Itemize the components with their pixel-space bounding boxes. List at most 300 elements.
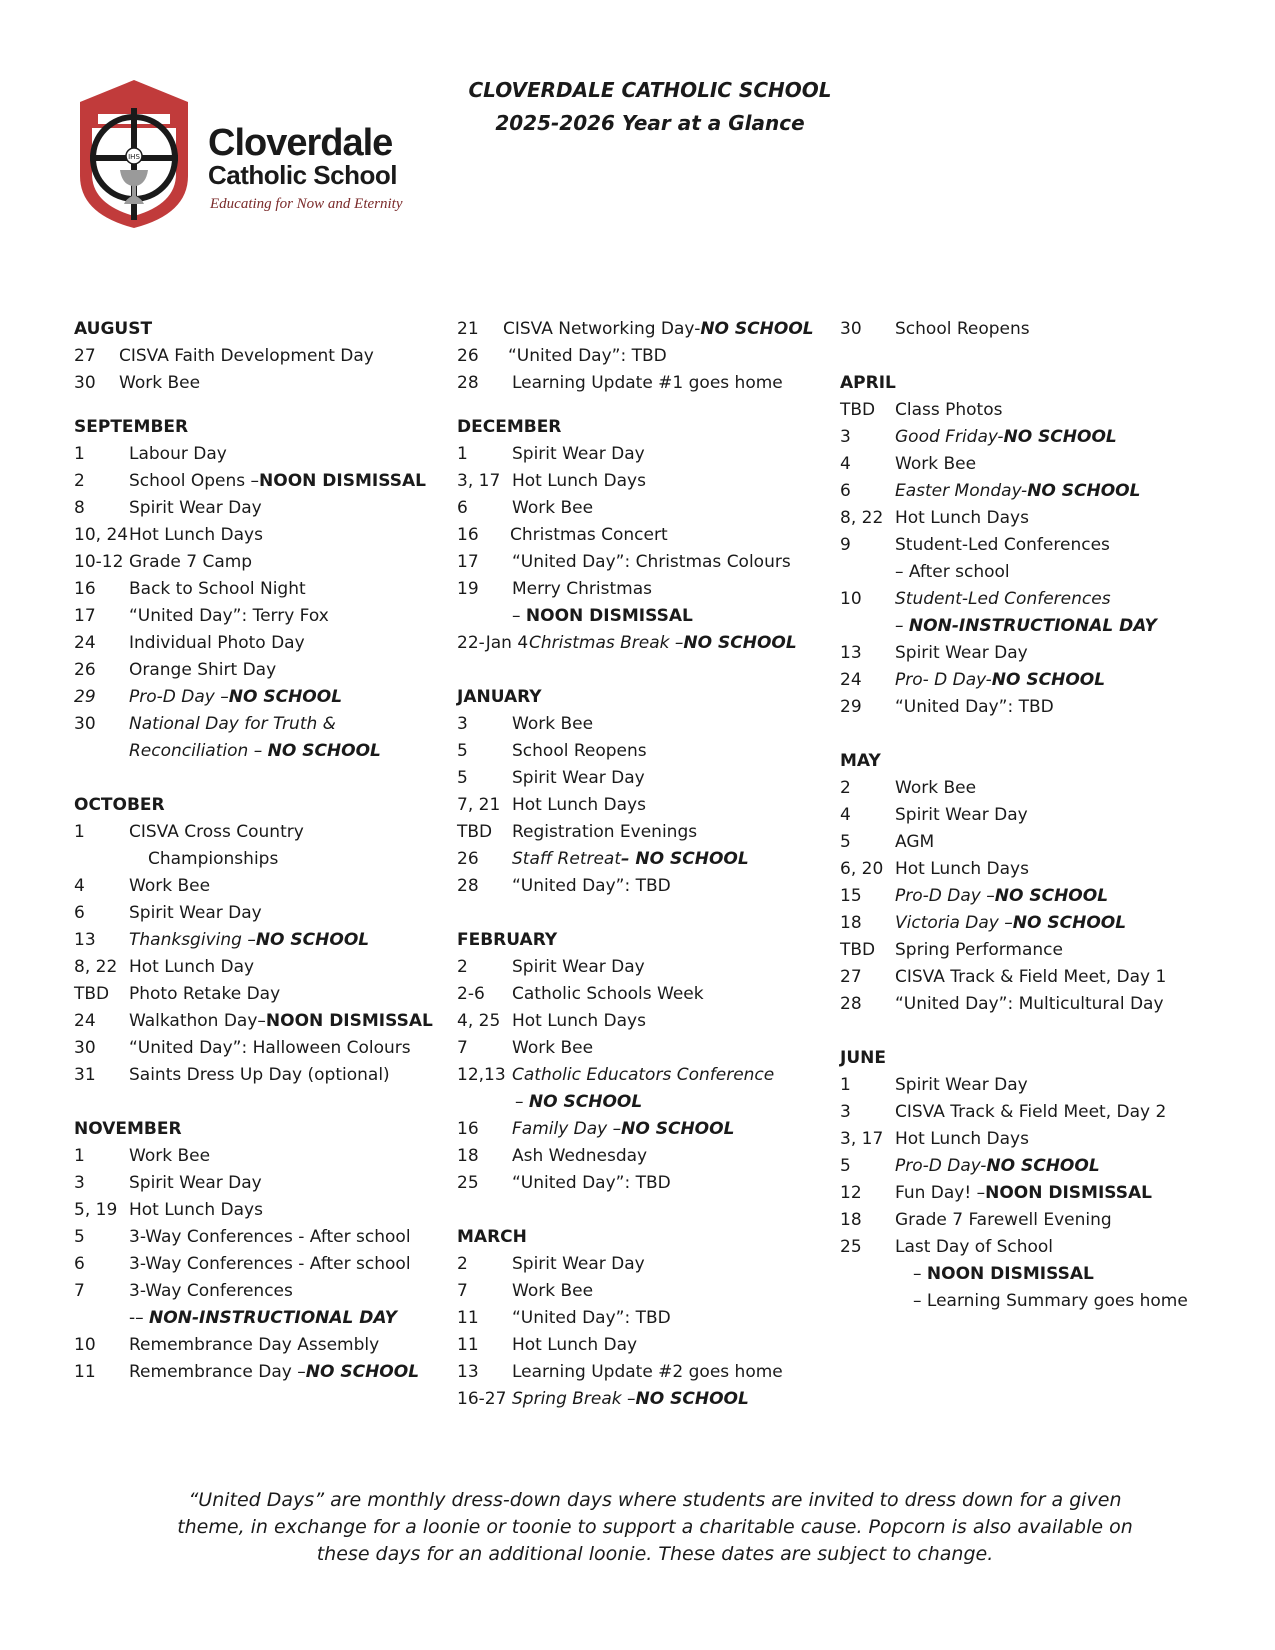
event-text: Back to School Night (129, 579, 306, 599)
event-text: Hot Lunch Days (129, 525, 263, 545)
event-date: 21 (457, 319, 479, 339)
event-flag: NOON DISMISSAL (265, 1011, 433, 1031)
event-date: 31 (74, 1065, 96, 1085)
event-text: Hot Lunch Days (512, 471, 646, 491)
event-date: 30 (74, 1038, 96, 1058)
event-continuation (840, 559, 1260, 586)
event-text: “United Day”: Christmas Colours (512, 552, 791, 572)
event-text: Hot Lunch Days (895, 508, 1029, 528)
event-text: Last Day of School (895, 1237, 1054, 1257)
event-flag: NO SCHOOL (228, 687, 343, 707)
event-date: 17 (74, 606, 96, 626)
event-row (457, 1008, 817, 1035)
event-continuation (74, 1305, 434, 1332)
event-text: – (515, 1092, 529, 1112)
event-text: Victoria Day – (895, 913, 1013, 933)
event-text: Hot Lunch Days (129, 1200, 263, 1220)
event-text: Pro-D Day- (895, 1156, 987, 1176)
event-date: 1 (74, 1146, 85, 1166)
month-heading-december: DECEMBER (457, 417, 562, 437)
event-date: 18 (457, 1146, 479, 1166)
event-text: Pro-D Day – (895, 886, 995, 906)
event-text: Grade 7 Farewell Evening (895, 1210, 1112, 1230)
event-date: 5 (457, 768, 468, 788)
event-text: Reconciliation – (129, 741, 268, 761)
event-row (457, 1278, 817, 1305)
column-1 (74, 316, 434, 1386)
event-text: Remembrance Day – (129, 1362, 306, 1382)
event-row (74, 522, 434, 549)
event-row (457, 1170, 817, 1197)
event-flag: NOON DISMISSAL (926, 1264, 1094, 1284)
event-row (74, 495, 434, 522)
event-date: 15 (840, 886, 862, 906)
event-continuation (74, 846, 434, 873)
event-date: 18 (840, 1210, 862, 1230)
event-row (840, 397, 1260, 424)
event-date: 10 (74, 1335, 96, 1355)
event-text: – (512, 606, 526, 626)
event-date: 13 (457, 1362, 479, 1382)
event-date: 27 (74, 346, 96, 366)
event-row (457, 1332, 817, 1359)
event-text: “United Day”: TBD (508, 346, 667, 366)
event-date: 11 (457, 1308, 479, 1328)
event-row (840, 1207, 1260, 1234)
month-heading-february: FEBRUARY (457, 930, 558, 950)
event-date: 26 (457, 346, 479, 366)
event-row (457, 468, 817, 495)
event-date: 1 (457, 444, 468, 464)
event-text: Photo Retake Day (129, 984, 281, 1004)
event-row (74, 1062, 434, 1089)
event-row (840, 1126, 1260, 1153)
emblem-text: IHS (128, 153, 140, 161)
event-flag: NOON DISMISSAL (985, 1183, 1153, 1203)
event-row (457, 1062, 817, 1089)
event-date: 30 (74, 373, 96, 393)
event-row (74, 1251, 434, 1278)
event-row (457, 576, 817, 603)
event-text: Work Bee (512, 714, 594, 734)
event-row (74, 370, 434, 397)
event-row (840, 883, 1260, 910)
event-text: CISVA Track & Field Meet, Day 1 (895, 967, 1167, 987)
event-row (840, 667, 1260, 694)
event-text: CISVA Faith Development Day (119, 346, 374, 366)
logo-name-line1: Cloverdale (208, 122, 393, 164)
event-row (74, 711, 434, 738)
event-date: 17 (457, 552, 479, 572)
event-text: “United Day”: TBD (895, 697, 1054, 717)
event-text: School Reopens (512, 741, 647, 761)
event-date: 28 (457, 876, 479, 896)
event-date: TBD (74, 984, 110, 1004)
event-text: “United Day”: TBD (512, 876, 671, 896)
event-row (457, 819, 817, 846)
event-date: 3 (840, 427, 851, 447)
event-date: 2 (74, 471, 85, 491)
event-row (840, 775, 1260, 802)
event-row (840, 910, 1260, 937)
event-row (840, 424, 1260, 451)
event-text: Spirit Wear Day (129, 903, 262, 923)
event-date: 6 (457, 498, 468, 518)
event-flag: NON-INSTRUCTIONAL DAY (908, 616, 1157, 636)
event-text: 3-Way Conferences - After school (129, 1254, 411, 1274)
event-date: 2-6 (457, 984, 485, 1004)
event-text: Grade 7 Camp (129, 552, 253, 572)
event-text: Christmas Concert (510, 525, 668, 545)
event-date: 16 (457, 525, 479, 545)
event-text: School Opens – (129, 471, 260, 491)
event-text: “United Day”: Terry Fox (129, 606, 329, 626)
event-row (74, 343, 434, 370)
event-text: Good Friday- (895, 427, 1004, 447)
event-row (457, 1143, 817, 1170)
event-date: 28 (840, 994, 862, 1014)
event-text: Work Bee (129, 876, 211, 896)
event-date: 2 (457, 1254, 468, 1274)
event-continuation (840, 613, 1260, 640)
event-row (840, 640, 1260, 667)
event-row (840, 478, 1260, 505)
event-row (74, 684, 434, 711)
event-row (457, 792, 817, 819)
event-continuation (840, 1261, 1260, 1288)
event-row (457, 343, 817, 370)
event-date: 8, 22 (840, 508, 884, 528)
event-date: 28 (457, 373, 479, 393)
event-flag: NO SCHOOL (991, 670, 1106, 690)
event-date: 7 (457, 1038, 468, 1058)
event-flag: NO SCHOOL (635, 1389, 749, 1409)
event-text: Spirit Wear Day (129, 1173, 262, 1193)
event-text: Work Bee (895, 778, 977, 798)
column-2 (457, 316, 817, 1413)
event-text: Championships (148, 849, 279, 869)
event-row (74, 1035, 434, 1062)
event-date: 24 (74, 633, 96, 653)
event-text: Spring Break – (512, 1389, 636, 1409)
event-date: 10 (840, 589, 862, 609)
event-text: 3-Way Conferences (129, 1281, 293, 1301)
event-row (74, 873, 434, 900)
event-row (74, 603, 434, 630)
event-text: – Learning Summary goes home (913, 1291, 1188, 1311)
event-row (457, 441, 817, 468)
event-flag: NON-INSTRUCTIONAL DAY (149, 1308, 397, 1328)
event-date: 19 (457, 579, 479, 599)
event-row (457, 1251, 817, 1278)
event-date: 2 (840, 778, 851, 798)
event-text: Student-Led Conferences (895, 589, 1111, 609)
school-logo (78, 78, 408, 238)
event-date: 8, 22 (74, 957, 118, 977)
event-text: Spirit Wear Day (895, 1075, 1028, 1095)
event-text: 3-Way Conferences - After school (129, 1227, 411, 1247)
event-row (457, 630, 817, 657)
event-flag: NO SCHOOL (986, 1156, 1100, 1176)
event-text: Hot Lunch Days (895, 1129, 1029, 1149)
event-date: 22-Jan 4 (457, 633, 529, 653)
event-row (74, 576, 434, 603)
event-row (74, 954, 434, 981)
event-date: 5, 19 (74, 1200, 118, 1220)
event-row (840, 964, 1260, 991)
event-text: – (895, 616, 909, 636)
event-flag: NO SCHOOL (1003, 427, 1117, 447)
logo-tagline: Educating for Now and Eternity (210, 196, 403, 212)
event-row (457, 1305, 817, 1332)
event-row (457, 549, 817, 576)
column-3 (840, 316, 1260, 1315)
event-date: 11 (457, 1335, 479, 1355)
event-text: School Reopens (895, 319, 1030, 339)
event-row (457, 316, 817, 343)
event-flag: NOON DISMISSAL (525, 606, 693, 626)
event-text: Learning Update #1 goes home (512, 373, 783, 393)
event-text: Spirit Wear Day (512, 444, 645, 464)
event-row (74, 1224, 434, 1251)
event-row (457, 522, 817, 549)
event-date: TBD (840, 940, 876, 960)
event-text: Registration Evenings (512, 822, 698, 842)
event-text: Staff Retreat (512, 849, 622, 869)
event-date: 5 (840, 832, 851, 852)
event-text: Work Bee (119, 373, 201, 393)
event-row (74, 819, 434, 846)
event-date: 13 (74, 930, 96, 950)
event-text: – After school (895, 562, 1010, 582)
event-text: Spring Performance (895, 940, 1063, 960)
event-text: National Day for Truth & (129, 714, 336, 734)
event-date: 1 (74, 444, 85, 464)
event-date: 1 (74, 822, 85, 842)
event-date: 30 (74, 714, 96, 734)
event-row (840, 451, 1260, 478)
event-row (840, 1180, 1260, 1207)
event-text: Fun Day! – (895, 1183, 986, 1203)
event-text: Work Bee (895, 454, 977, 474)
event-text: Work Bee (512, 1281, 594, 1301)
event-text: Work Bee (512, 498, 594, 518)
event-row (457, 981, 817, 1008)
event-date: 24 (74, 1011, 96, 1031)
event-flag: NO SCHOOL (305, 1362, 420, 1382)
event-text: CISVA Networking Day- (503, 319, 701, 339)
event-date: 8 (74, 498, 85, 518)
event-continuation (840, 1288, 1260, 1315)
event-row (74, 1008, 434, 1035)
event-flag: NO SCHOOL (255, 930, 370, 950)
event-date: 6 (74, 1254, 85, 1274)
month-heading-september: SEPTEMBER (74, 417, 189, 437)
event-date: 4 (840, 805, 851, 825)
event-flag: NO SCHOOL (1012, 913, 1127, 933)
event-date: 5 (457, 741, 468, 761)
event-date: 5 (74, 1227, 85, 1247)
event-row (840, 694, 1260, 721)
event-flag: NO SCHOOL (267, 741, 381, 761)
event-text: Labour Day (129, 444, 227, 464)
event-text: Spirit Wear Day (512, 957, 645, 977)
event-date: 12,13 (457, 1065, 506, 1085)
event-date: 25 (457, 1173, 479, 1193)
event-date: 9 (840, 535, 851, 555)
school-crest-icon (78, 78, 190, 230)
event-date: 26 (74, 660, 96, 680)
event-flag: NOON DISMISSAL (259, 471, 426, 491)
event-text: Learning Update #2 goes home (512, 1362, 783, 1382)
event-text: Class Photos (895, 400, 1003, 420)
event-row (74, 1170, 434, 1197)
event-text: “United Day”: TBD (512, 1308, 671, 1328)
event-row (457, 738, 817, 765)
event-row (457, 1359, 817, 1386)
event-date: 2 (457, 957, 468, 977)
event-text: “United Day”: Multicultural Day (895, 994, 1164, 1014)
event-text: CISVA Cross Country (129, 822, 304, 842)
event-row (457, 1386, 817, 1413)
event-date: 6 (74, 903, 85, 923)
event-row (840, 1153, 1260, 1180)
month-heading-october: OCTOBER (74, 795, 165, 815)
event-date: 7 (457, 1281, 468, 1301)
event-date: 16 (74, 579, 96, 599)
event-text: AGM (895, 832, 935, 852)
month-heading-november: NOVEMBER (74, 1119, 182, 1139)
event-flag: NO SCHOOL (683, 633, 797, 653)
event-date: 11 (74, 1362, 96, 1382)
event-row (457, 495, 817, 522)
event-row (840, 991, 1260, 1018)
logo-name-line2: Catholic School (208, 160, 397, 190)
event-date: 25 (840, 1237, 862, 1257)
event-continuation (74, 738, 434, 765)
event-text: Pro-D Day – (129, 687, 229, 707)
event-date: TBD (457, 822, 493, 842)
event-text: Spirit Wear Day (895, 805, 1028, 825)
event-text: Orange Shirt Day (129, 660, 277, 680)
event-date: 12 (840, 1183, 862, 1203)
event-text: Hot Lunch Day (129, 957, 255, 977)
event-text: Hot Lunch Days (512, 795, 646, 815)
event-row (74, 1143, 434, 1170)
month-heading-may: MAY (840, 751, 881, 771)
event-flag: NO SCHOOL (994, 886, 1109, 906)
event-text: Student-Led Conferences (895, 535, 1110, 555)
event-text: Ash Wednesday (512, 1146, 648, 1166)
event-row (457, 954, 817, 981)
event-date: 4 (74, 876, 85, 896)
event-row (74, 657, 434, 684)
event-row (74, 981, 434, 1008)
event-text: Catholic Educators Conference (512, 1065, 775, 1085)
event-flag: NO SCHOOL (1027, 481, 1141, 501)
event-row (840, 856, 1260, 883)
month-heading-june: JUNE (840, 1048, 886, 1068)
event-text: Hot Lunch Days (512, 1011, 646, 1031)
event-row (840, 532, 1260, 559)
event-date: 6 (840, 481, 851, 501)
event-date: 18 (840, 913, 862, 933)
event-row (457, 873, 817, 900)
event-text: Pro- D Day- (895, 670, 992, 690)
event-text: Individual Photo Day (129, 633, 305, 653)
event-row (74, 927, 434, 954)
event-row (74, 1332, 434, 1359)
event-date: 7, 21 (457, 795, 501, 815)
event-flag: NO SCHOOL (700, 319, 814, 339)
event-row (457, 711, 817, 738)
event-row (457, 370, 817, 397)
event-text: CISVA Track & Field Meet, Day 2 (895, 1102, 1167, 1122)
event-date: 3 (457, 714, 468, 734)
event-text: Work Bee (129, 1146, 211, 1166)
event-text: Catholic Schools Week (512, 984, 704, 1004)
event-text: “United Day”: TBD (512, 1173, 671, 1193)
title-line-2: 2025-2026 Year at a Glance (495, 111, 805, 135)
event-date: 3, 17 (457, 471, 501, 491)
month-heading-august: AUGUST (74, 319, 153, 339)
event-date: 10-12 (74, 552, 124, 572)
event-text: Walkathon Day– (129, 1011, 266, 1031)
event-date: 7 (74, 1281, 85, 1301)
event-row (840, 316, 1260, 343)
event-row (840, 937, 1260, 964)
event-flag: – NO SCHOOL (621, 849, 749, 869)
event-row (840, 1234, 1260, 1261)
event-date: 10, 24 (74, 525, 129, 545)
event-date: 1 (840, 1075, 851, 1095)
event-date: 16-27 (457, 1389, 507, 1409)
document-title (400, 74, 900, 140)
event-date: 5 (840, 1156, 851, 1176)
event-text: Family Day – (512, 1119, 622, 1139)
event-row (74, 1278, 434, 1305)
event-row (74, 549, 434, 576)
event-date: 3 (840, 1102, 851, 1122)
event-flag: NO SCHOOL (621, 1119, 735, 1139)
event-continuation (457, 1089, 817, 1116)
event-text: – (913, 1264, 927, 1284)
event-text: Thanksgiving – (129, 930, 256, 950)
event-date: 6, 20 (840, 859, 884, 879)
event-row (74, 441, 434, 468)
event-date: 26 (457, 849, 479, 869)
event-date: 27 (840, 967, 862, 987)
event-text: Saints Dress Up Day (optional) (129, 1065, 390, 1085)
footnote-united-days: “United Days” are monthly dress-down days where students are invited to dress down for a given theme, in exchange for a loonie or toonie to support a charitable cause. Popcorn is also available on these days for an additional loonie. These dates are subject to change. (177, 1489, 1133, 1565)
event-row (74, 1359, 434, 1386)
event-row (74, 1197, 434, 1224)
event-row (840, 829, 1260, 856)
event-row (457, 1035, 817, 1062)
month-heading-april: APRIL (840, 373, 896, 393)
event-text: Remembrance Day Assembly (129, 1335, 380, 1355)
event-text: Spirit Wear Day (129, 498, 262, 518)
month-heading-january: JANUARY (457, 687, 542, 707)
event-row (74, 468, 434, 495)
month-heading-march: MARCH (457, 1227, 527, 1247)
event-continuation (457, 603, 817, 630)
event-date: 13 (840, 643, 862, 663)
event-text: Spirit Wear Day (895, 643, 1028, 663)
event-text: Spirit Wear Day (512, 1254, 645, 1274)
event-text: Hot Lunch Day (512, 1335, 638, 1355)
event-row (840, 505, 1260, 532)
